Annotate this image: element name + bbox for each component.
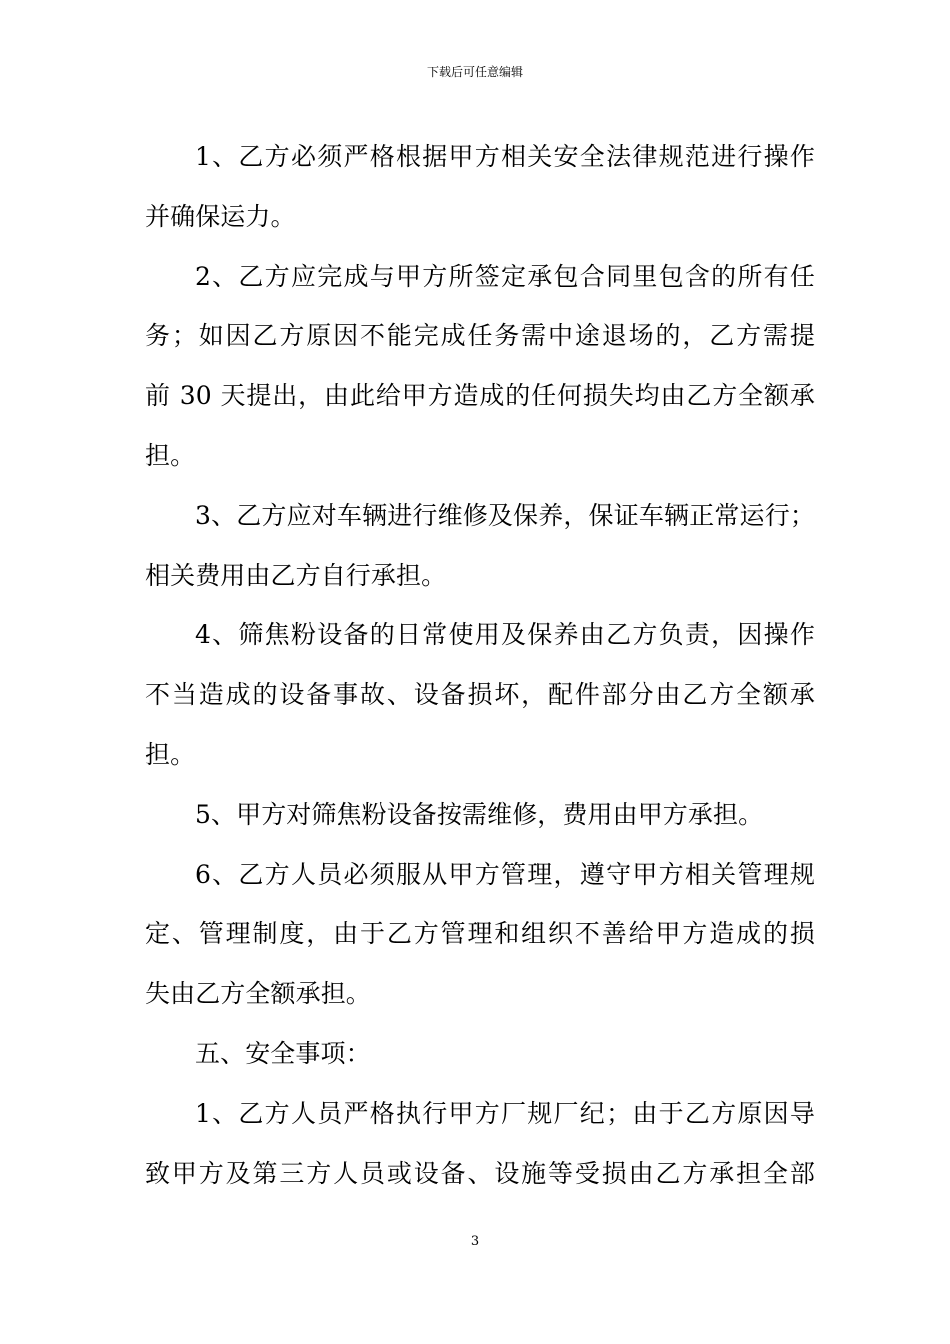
paragraph-2-line-3: 前 30 天提出，由此给甲方造成的任何损失均由乙方全额承 xyxy=(145,381,815,411)
paragraph-4-line-3: 担。 xyxy=(145,739,196,769)
paragraph-5-line-1: 5、甲方对筛焦粉设备按需维修，费用由甲方承担。 xyxy=(195,799,764,829)
paragraph-4-line-1: 4、筛焦粉设备的日常使用及保养由乙方负责，因操作 xyxy=(195,620,815,650)
section-heading-safety: 五、安全事项： xyxy=(195,1038,371,1068)
paragraph-1-line-1: 1、乙方必须严格根据甲方相关安全法律规范进行操作 xyxy=(195,142,815,171)
paragraph-2-line-2: 务；如因乙方原因不能完成任务需中途退场的，乙方需提 xyxy=(145,321,815,351)
paragraph-2-line-1: 2、乙方应完成与甲方所签定承包合同里包含的所有任 xyxy=(195,261,815,291)
paragraph-2-line-4: 担。 xyxy=(145,440,196,470)
paragraph-3-line-1: 3、乙方应对车辆进行维修及保养，保证车辆正常运行； xyxy=(195,500,815,530)
paragraph-6-line-2: 定、管理制度，由于乙方管理和组织不善给甲方造成的损 xyxy=(145,919,815,949)
document-body xyxy=(145,127,815,1203)
paragraph-7-line-1: 1、乙方人员严格执行甲方厂规厂纪；由于乙方原因导 xyxy=(195,1098,815,1128)
paragraph-3-line-2: 相关费用由乙方自行承担。 xyxy=(145,560,447,590)
paragraph-6-line-1: 6、乙方人员必须服从甲方管理，遵守甲方相关管理规 xyxy=(195,859,815,889)
page-number: 3 xyxy=(470,1234,480,1249)
paragraph-1-line-2: 并确保运力。 xyxy=(145,201,296,231)
paragraph-4-line-2: 不当造成的设备事故、设备损坏，配件部分由乙方全额承 xyxy=(145,680,815,710)
paragraph-7-line-2: 致甲方及第三方人员或设备、设施等受损由乙方承担全部 xyxy=(145,1158,815,1188)
paragraph-6-line-3: 失由乙方全额承担。 xyxy=(145,979,371,1009)
page-header: 下载后可任意编辑 xyxy=(426,65,523,79)
